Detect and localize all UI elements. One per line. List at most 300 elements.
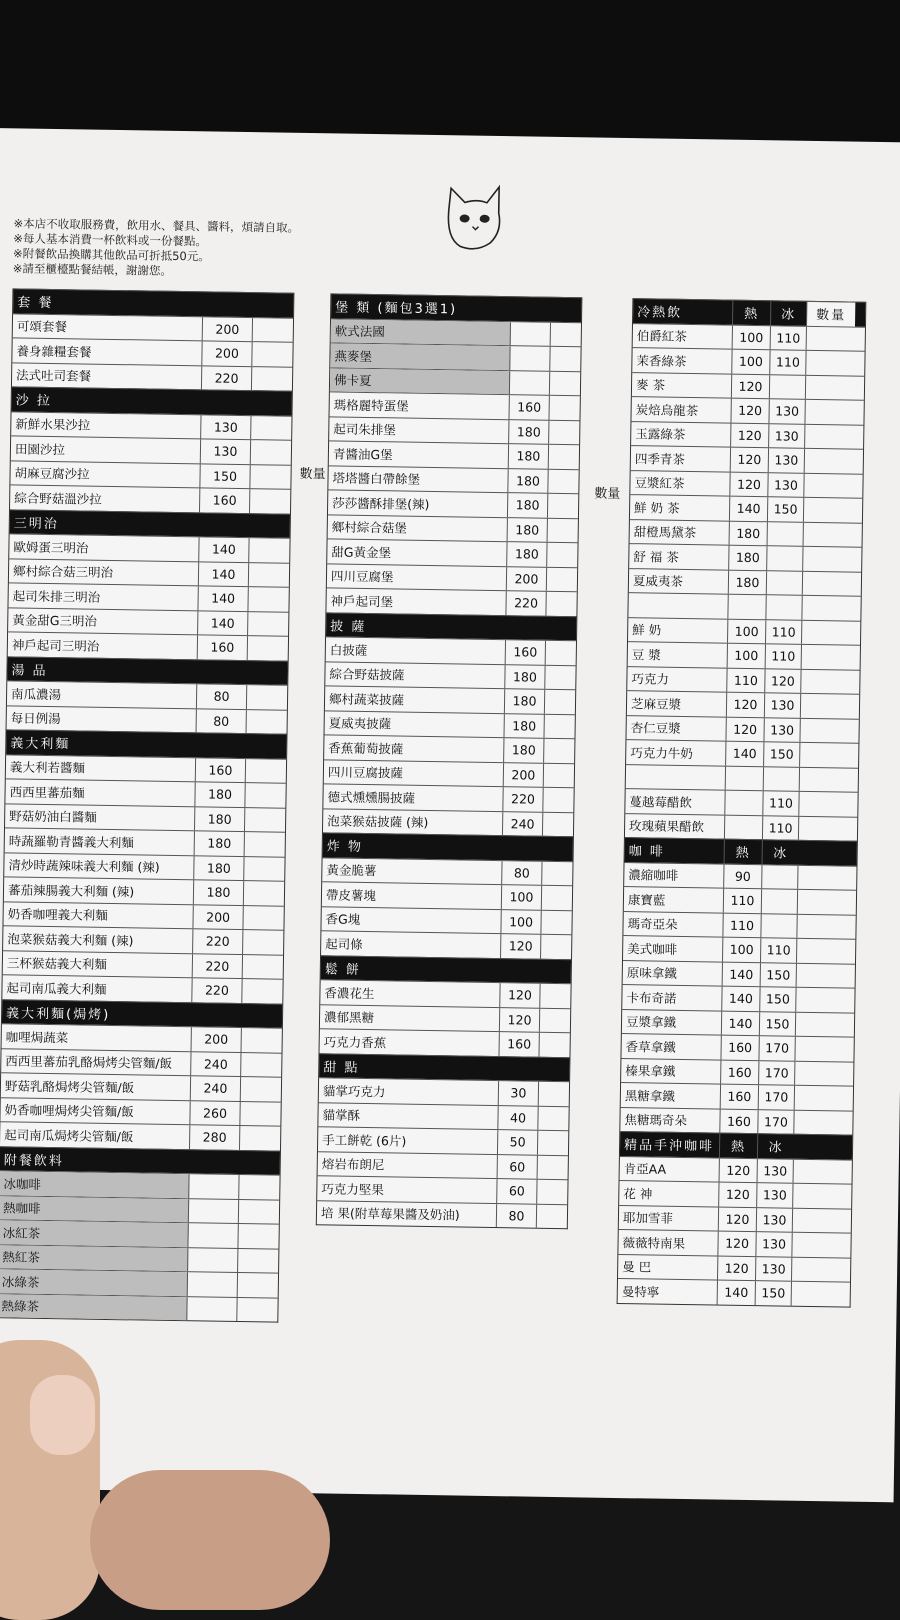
drink-hot-price: 140 (730, 497, 768, 521)
drink-row (625, 788, 857, 816)
menu-item-row (13, 313, 293, 342)
item-name: 四川豆腐堡 (327, 564, 507, 590)
drink-ice-price: 130 (756, 1232, 792, 1256)
menu-item-row (0, 1268, 278, 1297)
drink-row (621, 1058, 853, 1086)
drink-ice-price: 110 (763, 816, 799, 840)
section-title: 沙 拉 (15, 393, 52, 410)
hot-header: 熱 (720, 1134, 758, 1158)
drink-row (626, 715, 858, 743)
menu-item-row (6, 754, 286, 783)
menu-item-row (320, 1028, 570, 1056)
item-price: 50 (498, 1130, 538, 1154)
drink-ice-price: 130 (758, 1159, 794, 1183)
item-name: 野菇奶油白醬麵 (5, 804, 195, 830)
item-price: 200 (203, 317, 253, 341)
item-price: 220 (503, 787, 543, 811)
section-title: 甜 點 (323, 1060, 360, 1076)
drink-hot-price: 110 (724, 889, 762, 913)
drink-row (621, 1082, 853, 1110)
item-name: 綜合野菇溫沙拉 (10, 485, 200, 511)
drink-name: 美式咖啡 (623, 936, 723, 961)
drink-hot-price (726, 766, 764, 790)
drink-name: 舒 福 茶 (629, 544, 729, 569)
drink-ice-price (767, 546, 803, 570)
item-qty (238, 1224, 278, 1248)
drink-name: 薇薇特南果 (618, 1230, 718, 1255)
drink-name: 豆漿拿鐵 (622, 1010, 722, 1035)
drink-hot-price: 120 (727, 693, 765, 717)
drink-ice-price: 170 (759, 1036, 795, 1060)
drink-name: 鮮 奶 茶 (630, 495, 730, 520)
item-qty (549, 445, 579, 469)
drink-row (630, 494, 862, 522)
item-name: 新鮮水果沙拉 (11, 412, 201, 438)
drink-row (628, 592, 860, 620)
menu-column-meals (0, 288, 294, 1322)
hot-header: 熱 (725, 840, 763, 864)
drink-hot-price (725, 815, 763, 839)
section-header (12, 386, 292, 415)
item-qty (252, 342, 292, 366)
drink-qty (807, 326, 855, 350)
menu-item-row (0, 1293, 278, 1322)
drink-name: 炭焙烏龍茶 (631, 397, 731, 422)
menu-item-row (325, 685, 575, 713)
item-name: 起司朱排堡 (329, 417, 509, 443)
item-qty (540, 1008, 570, 1032)
item-qty (247, 685, 287, 709)
section-title: 義大利麵(焗烤) (5, 1006, 111, 1023)
item-qty (243, 930, 283, 954)
drink-hot-price: 160 (721, 1060, 759, 1084)
section-header (323, 832, 573, 860)
menu-item-row (324, 734, 574, 762)
item-qty (538, 1155, 568, 1179)
drink-qty (804, 473, 852, 497)
drink-row (633, 323, 865, 351)
item-qty (242, 979, 282, 1003)
drink-name: 豆 漿 (628, 642, 728, 667)
drink-hot-price: 140 (722, 1011, 760, 1035)
drink-name: 焦糖瑪奇朵 (620, 1108, 720, 1133)
drink-row (627, 690, 859, 718)
item-qty (549, 396, 579, 420)
item-qty (544, 739, 574, 763)
drink-qty (800, 767, 848, 791)
menu-item-row (327, 538, 577, 566)
item-price: 150 (200, 464, 250, 488)
drink-qty (799, 792, 847, 816)
item-price: 220 (506, 591, 546, 615)
drink-ice-price: 130 (765, 693, 801, 717)
drink-section-title: 精品手沖咖啡 (620, 1132, 720, 1157)
item-qty (550, 371, 580, 395)
item-qty (547, 543, 577, 567)
drink-ice-price (766, 595, 802, 619)
drink-name: 香草拿鐵 (621, 1034, 721, 1059)
menu-item-row (7, 705, 287, 734)
menu-column-burgers (316, 293, 583, 1229)
item-name: 神戶起司堡 (326, 588, 506, 614)
section-header (13, 288, 293, 317)
menu-item-row (326, 587, 576, 615)
drink-row (618, 1229, 850, 1257)
section-title: 附餐飲料 (3, 1153, 64, 1170)
item-name: 手工餅乾 (6片) (318, 1127, 498, 1153)
item-qty (244, 881, 284, 905)
menu-item-row (3, 950, 283, 979)
drink-row (623, 935, 855, 963)
menu-item-row (326, 636, 576, 664)
item-name: 濃郁黑糖 (320, 1005, 500, 1031)
drink-ice-price: 110 (761, 938, 797, 962)
item-price: 180 (509, 444, 549, 468)
ice-header: 冰 (771, 301, 807, 325)
item-name: 清炒時蔬辣味義大利麵 (辣) (4, 853, 194, 879)
item-price: 180 (195, 831, 245, 855)
drink-hot-price: 120 (719, 1207, 757, 1231)
item-price: 160 (198, 635, 248, 659)
item-qty (245, 808, 285, 832)
item-qty (238, 1249, 278, 1273)
section-header (7, 656, 287, 685)
drink-ice-price (768, 522, 804, 546)
item-name: 冰綠茶 (0, 1269, 188, 1295)
item-qty (240, 1126, 280, 1150)
item-qty (545, 665, 575, 689)
item-name: 香濃花生 (320, 980, 500, 1006)
item-price: 180 (509, 420, 549, 444)
item-qty (246, 759, 286, 783)
item-qty (542, 861, 572, 885)
drink-hot-price: 120 (731, 399, 769, 423)
item-qty (541, 935, 571, 959)
drink-section-header (625, 837, 857, 865)
item-qty (540, 984, 570, 1008)
drink-row (622, 1009, 854, 1037)
drink-section-header (620, 1131, 852, 1159)
item-name: 巧克力堅果 (317, 1176, 497, 1202)
drink-hot-price: 140 (726, 742, 764, 766)
drink-name: 瑪奇亞朵 (623, 912, 723, 937)
drink-name: 夏威夷茶 (629, 569, 729, 594)
item-qty (539, 1033, 569, 1057)
drink-qty (802, 645, 850, 669)
item-qty (538, 1106, 568, 1130)
drink-qty (802, 620, 850, 644)
item-name: 南瓜濃湯 (7, 681, 197, 707)
drink-row (632, 372, 864, 400)
drink-ice-price: 150 (764, 742, 800, 766)
item-name: 白披薩 (326, 637, 506, 663)
drink-hot-price: 140 (718, 1281, 756, 1305)
section-header (6, 729, 286, 758)
section-title: 三明治 (13, 516, 59, 532)
ice-header: 冰 (773, 846, 789, 862)
item-name: 野菇乳酪焗烤尖管麵/飯 (1, 1073, 191, 1099)
section-header (0, 1146, 280, 1175)
drink-qty (800, 718, 848, 742)
menu-item-row (7, 680, 287, 709)
item-name: 莎莎醬酥排堡(辣) (328, 490, 508, 516)
item-qty (544, 763, 574, 787)
drink-qty (806, 375, 854, 399)
item-name: 熔岩布朗尼 (318, 1152, 498, 1178)
drink-row (629, 543, 861, 571)
menu-item-row (10, 460, 290, 489)
item-qty (237, 1298, 277, 1322)
drink-qty (803, 547, 851, 571)
menu-item-row (10, 484, 290, 513)
item-name: 熱綠茶 (0, 1294, 188, 1320)
menu-column-drinks (617, 298, 867, 1307)
item-name: 熱紅茶 (0, 1245, 188, 1271)
item-price: 220 (193, 929, 243, 953)
item-qty (539, 1082, 569, 1106)
menu-item-row (3, 925, 283, 954)
menu-item-row (328, 465, 578, 493)
drink-ice-price: 150 (760, 1012, 796, 1036)
drink-ice-price: 110 (766, 620, 802, 644)
drink-name: 杏仁豆漿 (626, 716, 726, 741)
item-name: 佛卡夏 (330, 368, 510, 394)
menu-item-row (331, 318, 581, 346)
drink-row (628, 641, 860, 669)
drink-hot-price (725, 791, 763, 815)
item-price: 220 (192, 978, 242, 1002)
item-price: 180 (504, 738, 544, 762)
section-header (10, 509, 290, 538)
item-price: 180 (507, 542, 547, 566)
item-price: 180 (508, 518, 548, 542)
drink-hot-price: 120 (731, 423, 769, 447)
qty-header-2: 數量 (594, 486, 621, 502)
item-price: 180 (194, 880, 244, 904)
item-price: 40 (498, 1106, 538, 1130)
drink-ice-price: 130 (768, 473, 804, 497)
drink-row (623, 960, 855, 988)
item-name: 瑪格麗特蛋堡 (330, 392, 510, 418)
drink-ice-price: 150 (761, 963, 797, 987)
section-title: 湯 品 (11, 663, 48, 679)
drink-ice-price: 150 (760, 987, 796, 1011)
drink-name: 茉香綠茶 (632, 348, 732, 373)
drink-ice-price: 150 (768, 497, 804, 521)
item-price: 200 (504, 763, 544, 787)
item-name: 熱咖啡 (0, 1196, 189, 1222)
drink-name: 豆漿紅茶 (630, 471, 730, 496)
drink-qty (806, 351, 854, 375)
menu-item-row (319, 1077, 569, 1105)
drink-qty (798, 865, 846, 889)
drink-name: 榛果拿鐵 (621, 1059, 721, 1084)
drink-qty (798, 890, 846, 914)
drink-row (618, 1278, 850, 1306)
item-name: 綜合野菇披薩 (325, 662, 505, 688)
item-price: 140 (198, 586, 248, 610)
drink-hot-price: 100 (732, 350, 770, 374)
drink-row (625, 813, 857, 841)
menu-item-row (325, 710, 575, 738)
drink-name: 曼特寧 (618, 1279, 718, 1304)
section-title: 套 餐 (17, 295, 54, 312)
item-price: 280 (190, 1125, 240, 1149)
item-qty (247, 710, 287, 734)
item-price: 180 (504, 714, 544, 738)
item-price: 200 (193, 905, 243, 929)
item-qty (251, 440, 291, 464)
drink-qty (795, 1061, 843, 1085)
menu-item-row (3, 901, 283, 930)
item-price: 120 (501, 934, 541, 958)
drink-name: 康寶藍 (624, 887, 724, 912)
drink-qty (795, 1086, 843, 1110)
drink-name: 花 神 (619, 1181, 719, 1206)
menu-item-row (5, 803, 285, 832)
menu-paper (0, 216, 873, 1471)
drink-qty (800, 743, 848, 767)
item-qty (249, 538, 289, 562)
item-qty (239, 1200, 279, 1224)
menu-item-row (317, 1175, 567, 1203)
item-name: 甜G黃金堡 (327, 539, 507, 565)
menu-item-row (320, 979, 570, 1007)
drink-hot-price: 110 (727, 668, 765, 692)
menu-item-row (325, 661, 575, 689)
item-name: 每日例湯 (7, 706, 197, 732)
item-price: 160 (196, 758, 246, 782)
menu-item-row (321, 906, 571, 934)
item-price: 200 (507, 567, 547, 591)
menu-item-row (8, 607, 288, 636)
menu-item-row (1, 1048, 281, 1077)
drink-hot-price: 180 (730, 521, 768, 545)
item-price: 80 (502, 861, 542, 885)
drink-qty (803, 571, 851, 595)
drink-qty (804, 522, 852, 546)
item-name: 起司南瓜義大利麵 (2, 975, 192, 1001)
item-qty (250, 465, 290, 489)
drink-ice-price: 120 (765, 669, 801, 693)
menu-item-row (11, 435, 291, 464)
item-price: 80 (497, 1204, 537, 1228)
drink-ice-price (770, 375, 806, 399)
item-qty (550, 347, 580, 371)
drink-row (626, 739, 858, 767)
section-title: 堡 類 (麵包3選1) (335, 300, 458, 318)
menu-item-row (0, 1195, 279, 1224)
drink-row (624, 862, 856, 890)
item-name: 西西里蕃茄麵 (5, 779, 195, 805)
drink-row (631, 445, 863, 473)
item-name: 西西里蕃茄乳酪焗烤尖管麵/飯 (1, 1049, 191, 1075)
item-qty (241, 1077, 281, 1101)
item-qty (249, 563, 289, 587)
item-name: 起司南瓜焗烤尖管麵/飯 (0, 1122, 190, 1148)
drink-ice-price: 170 (759, 1085, 795, 1109)
drink-name: 肯亞AA (620, 1157, 720, 1182)
drink-qty (797, 963, 845, 987)
item-name: 冰紅茶 (0, 1220, 189, 1246)
item-name: 香G塊 (321, 907, 501, 933)
item-qty (248, 587, 288, 611)
drink-section-title: 冷熱飲 (633, 299, 733, 324)
item-name: 德式燻燻腸披薩 (323, 784, 503, 810)
item-name: 咖哩焗蔬菜 (2, 1024, 192, 1050)
item-price: 130 (201, 415, 251, 439)
item-qty (242, 1028, 282, 1052)
menu-item-row (12, 362, 292, 391)
drink-hot-price: 160 (721, 1085, 759, 1109)
drink-name (626, 765, 726, 790)
item-name: 法式吐司套餐 (12, 363, 202, 389)
section-title: 義大利麵 (10, 736, 71, 753)
menu-item-row (328, 514, 578, 542)
item-qty (250, 489, 290, 513)
menu-item-row (9, 533, 289, 562)
drink-ice-price: 110 (771, 326, 807, 350)
drink-hot-price (728, 595, 766, 619)
drink-row (618, 1254, 850, 1282)
drink-qty (797, 939, 845, 963)
drink-hot-price: 100 (723, 938, 761, 962)
ice-header: 冰 (768, 1140, 784, 1156)
drink-qty (793, 1184, 841, 1208)
drink-hot-price: 180 (729, 546, 767, 570)
menu-item-row (0, 1244, 278, 1273)
drink-qty (801, 694, 849, 718)
drink-hot-price: 90 (724, 864, 762, 888)
menu-item-row (11, 411, 291, 440)
qty-header: 數量 (807, 302, 855, 326)
item-price: 200 (192, 1027, 242, 1051)
item-name: 泡菜猴菇義大利麵 (辣) (3, 926, 193, 952)
item-name: 貓掌酥 (318, 1103, 498, 1129)
drink-row (629, 568, 861, 596)
drink-hot-price: 120 (720, 1158, 758, 1182)
menu-item-row (322, 881, 572, 909)
drink-ice-price: 110 (770, 350, 806, 374)
drink-row (627, 666, 859, 694)
item-price: 180 (508, 469, 548, 493)
drink-name: 黑糖拿鐵 (621, 1083, 721, 1108)
item-name: 夏威夷披薩 (325, 711, 505, 737)
section-header (331, 293, 581, 321)
item-qty (248, 636, 288, 660)
item-name: 青醬油G堡 (329, 441, 509, 467)
menu-item-row (317, 1200, 567, 1228)
item-price (188, 1223, 238, 1247)
drink-name: 四季青茶 (631, 446, 731, 471)
drink-row (622, 984, 854, 1012)
item-price: 100 (501, 910, 541, 934)
drink-qty (796, 1012, 844, 1036)
menu-item-row (323, 783, 573, 811)
drink-row (630, 519, 862, 547)
drink-name: 芝麻豆漿 (627, 691, 727, 716)
item-price (189, 1199, 239, 1223)
drink-name: 蔓越莓醋飲 (625, 789, 725, 814)
item-price: 180 (505, 689, 545, 713)
item-qty (546, 592, 576, 616)
drink-qty (794, 1159, 842, 1183)
drink-name: 巧克力 (627, 667, 727, 692)
drink-hot-price: 120 (731, 448, 769, 472)
drink-qty (792, 1282, 840, 1306)
drink-qty (794, 1110, 842, 1134)
item-qty (549, 420, 579, 444)
